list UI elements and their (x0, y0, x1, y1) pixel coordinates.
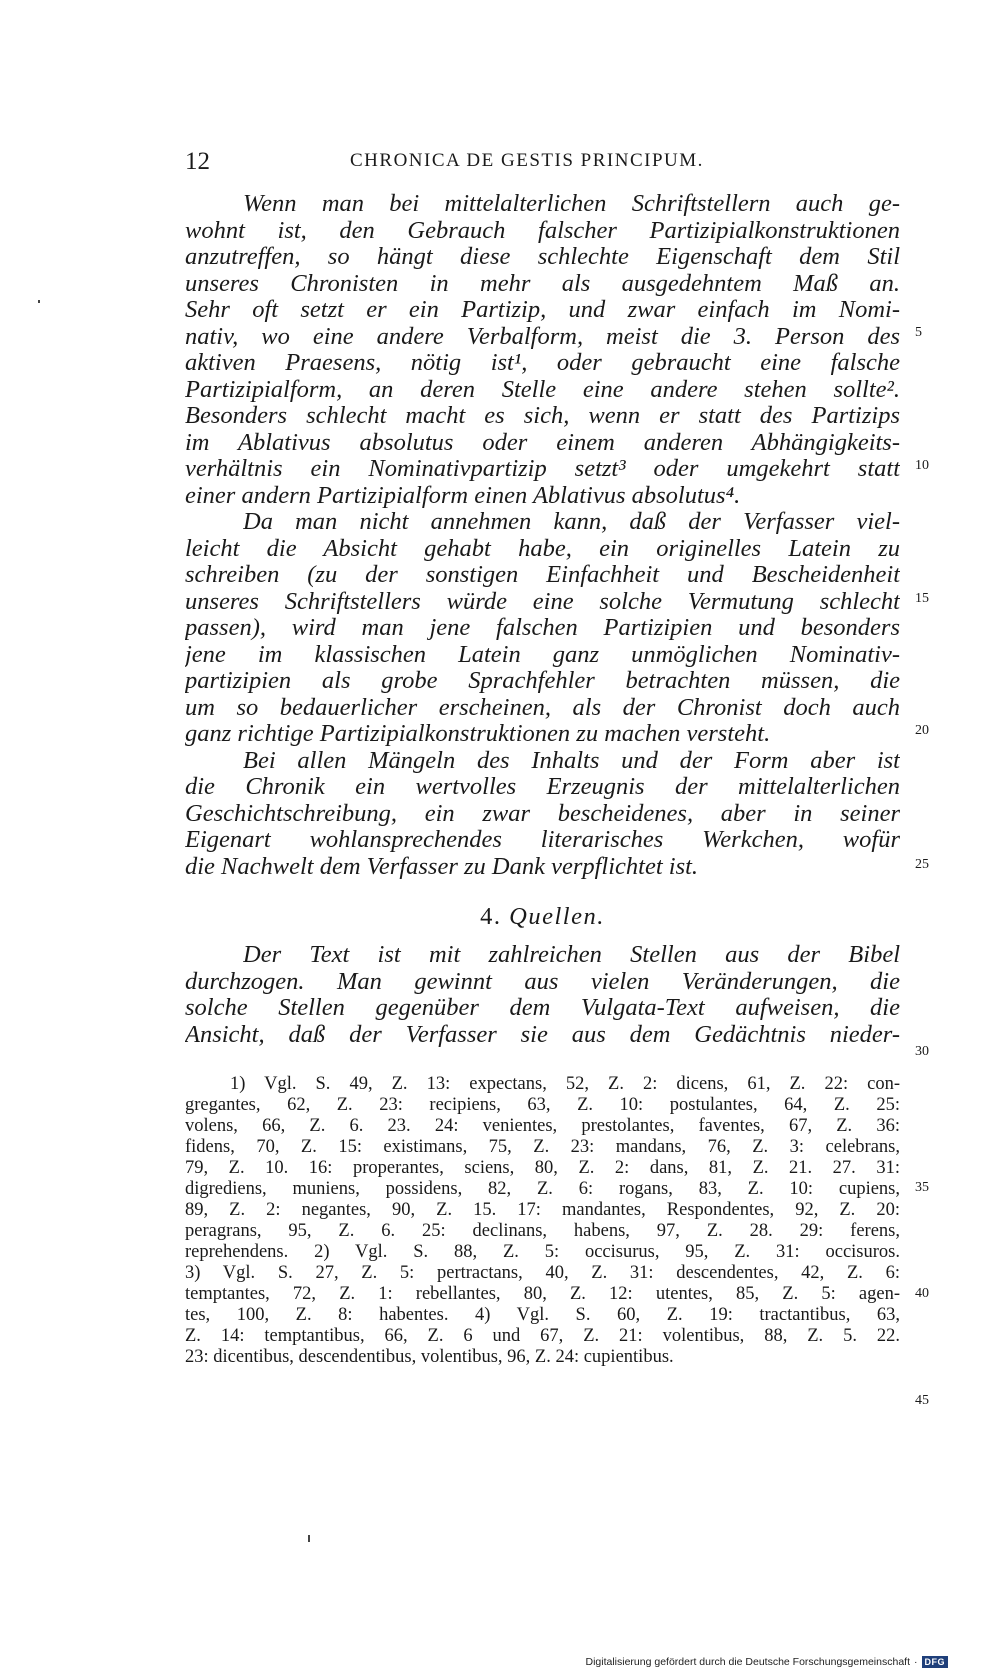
footnote-line: tes, 100, Z. 8: habentes. 4) Vgl. S. 60, Z. 19: tractantibus, 63, (185, 1305, 900, 1325)
section-heading (185, 903, 900, 931)
footnote-line: 89, Z. 2: negantes, 90, Z. 15. 17: mandantes, Respondentes, 92, Z. 20: (185, 1200, 900, 1220)
body-line: unseres Chronisten in mehr als ausgedehntem Maß an. (185, 270, 900, 297)
running-head (185, 148, 905, 178)
body-line: um so bedauerlicher erscheinen, als der Chronist doch auch (185, 694, 900, 721)
body-line: Eigenart wohlansprechendes literarisches Werkchen, wofür (185, 826, 900, 853)
margin-line-number: 5 (915, 325, 922, 340)
margin-line-number: 35 (915, 1180, 929, 1195)
margin-line-number: 15 (915, 591, 929, 606)
body-line: passen), wird man jene falschen Partizipien und besonders (185, 614, 900, 641)
credit-text: Digitalisierung gefördert durch die Deutsche Forschungsgemeinschaft (585, 1656, 910, 1668)
body-line: ganz richtige Partizipialkonstruktionen zu machen versteht. (185, 720, 771, 747)
body-line: aktiven Praesens, nötig ist¹, oder gebraucht eine falsche (185, 349, 900, 376)
page-number: 12 (185, 148, 210, 175)
body-line: leicht die Absicht gehabt habe, ein originelles Latein zu (185, 535, 900, 562)
footnote-line: 3) Vgl. S. 27, Z. 5: pertractans, 40, Z. 31: descendentes, 42, Z. 6: (185, 1263, 900, 1283)
body-line: partizipien als grobe Sprachfehler betrachten müssen, die (185, 667, 900, 694)
footnote-line: 1) Vgl. S. 49, Z. 13: expectans, 52, Z. 2: dicens, 61, Z. 22: con- (230, 1074, 900, 1094)
body-line: Sehr oft setzt er ein Partizip, und zwar einfach im Nomi- (185, 296, 900, 323)
body-line: im Ablativus absolutus oder einem anderen Abhängigkeits- (185, 429, 900, 456)
footnote-line: fidens, 70, Z. 15: existimans, 75, Z. 23: mandans, 76, Z. 3: celebrans, (185, 1137, 900, 1157)
body-line: Besonders schlecht macht es sich, wenn er statt des Partizips (185, 402, 900, 429)
body-line: die Nachwelt dem Verfasser zu Dank verpflichtet ist. (185, 853, 699, 880)
running-title: CHRONICA DE GESTIS PRINCIPUM. (350, 150, 704, 171)
body-line: einer andern Partizipialform einen Ablativus absolutus⁴. (185, 482, 741, 509)
margin-line-number: 40 (915, 1286, 929, 1301)
footnote-line: 79, Z. 10. 16: properantes, sciens, 80, Z. 2: dans, 81, Z. 21. 27. 31: (185, 1158, 900, 1178)
body-line: durchzogen. Man gewinnt aus vielen Veränderungen, die (185, 968, 900, 995)
margin-line-number: 45 (915, 1393, 929, 1408)
footnote-line: Z. 14: temptantibus, 66, Z. 6 und 67, Z. 21: volentibus, 88, Z. 5. 22. (185, 1326, 900, 1346)
footnote-line: gregantes, 62, Z. 23: recipiens, 63, Z. 10: postulantes, 64, Z. 25: (185, 1095, 900, 1115)
footnote-line: digrediens, muniens, possidens, 82, Z. 6: rogans, 83, Z. 10: cupiens, (185, 1179, 900, 1199)
margin-line-number: 20 (915, 723, 929, 738)
body-line: Bei allen Mängeln des Inhalts und der Form aber ist (243, 747, 900, 774)
body-line: wohnt ist, den Gebrauch falscher Partizipialkonstruktionen (185, 217, 900, 244)
footnote-line: reprehendens. 2) Vgl. S. 88, Z. 5: occisurus, 95, Z. 31: occisuros. (185, 1242, 900, 1262)
footnote-line: volens, 66, Z. 6. 23. 24: venientes, prestolantes, faventes, 67, Z. 36: (185, 1116, 900, 1136)
body-line: Geschichtschreibung, ein zwar bescheidenes, aber in seiner (185, 800, 900, 827)
body-line: jene im klassischen Latein ganz unmöglichen Nominativ- (185, 641, 900, 668)
footnote-line: 23: dicentibus, descendentibus, volentibus, 96, Z. 24: cupientibus. (185, 1347, 674, 1367)
body-line: Ansicht, daß der Verfasser sie aus dem Gedächtnis nieder- (185, 1021, 900, 1048)
body-line: schreiben (zu der sonstigen Einfachheit und Bescheidenheit (185, 561, 900, 588)
body-line: verhältnis ein Nominativpartizip setzt³ oder umgekehrt statt (185, 455, 900, 482)
body-line: Partizipialform, an deren Stelle eine andere stehen sollte². (185, 376, 900, 403)
footnote-line: peragrans, 95, Z. 6. 25: declinans, habens, 97, Z. 28. 29: ferens, (185, 1221, 900, 1241)
body-line: Der Text ist mit zahlreichen Stellen aus der Bibel (243, 941, 900, 968)
body-line: solche Stellen gegenüber dem Vulgata-Text aufweisen, die (185, 994, 900, 1021)
body-line: unseres Schriftstellers würde eine solche Vermutung schlecht (185, 588, 900, 615)
margin-line-number: 25 (915, 857, 929, 872)
scan-speck (308, 1535, 310, 1542)
body-line: Da man nicht annehmen kann, daß der Verfasser viel- (243, 508, 900, 535)
scan-speck (38, 300, 40, 303)
margin-line-number: 30 (915, 1044, 929, 1059)
dfg-logo-icon: DFG (922, 1656, 949, 1668)
body-line: nativ, wo eine andere Verbalform, meist die 3. Person des (185, 323, 900, 350)
digitization-credit: Digitalisierung gefördert durch die Deutsche Forschungsgemeinschaft · DFG (585, 1656, 948, 1668)
footnote-line: temptantes, 72, Z. 1: rebellantes, 80, Z. 12: utentes, 85, Z. 5: agen- (185, 1284, 900, 1304)
body-line: Wenn man bei mittelalterlichen Schriftstellern auch ge- (243, 190, 900, 217)
margin-line-number: 10 (915, 458, 929, 473)
body-line: die Chronik ein wertvolles Erzeugnis der mittelalterlichen (185, 773, 900, 800)
section-number: 4. (480, 903, 502, 930)
section-title: Quellen. (509, 903, 605, 930)
body-line: anzutreffen, so hängt diese schlechte Eigenschaft dem Stil (185, 243, 900, 270)
